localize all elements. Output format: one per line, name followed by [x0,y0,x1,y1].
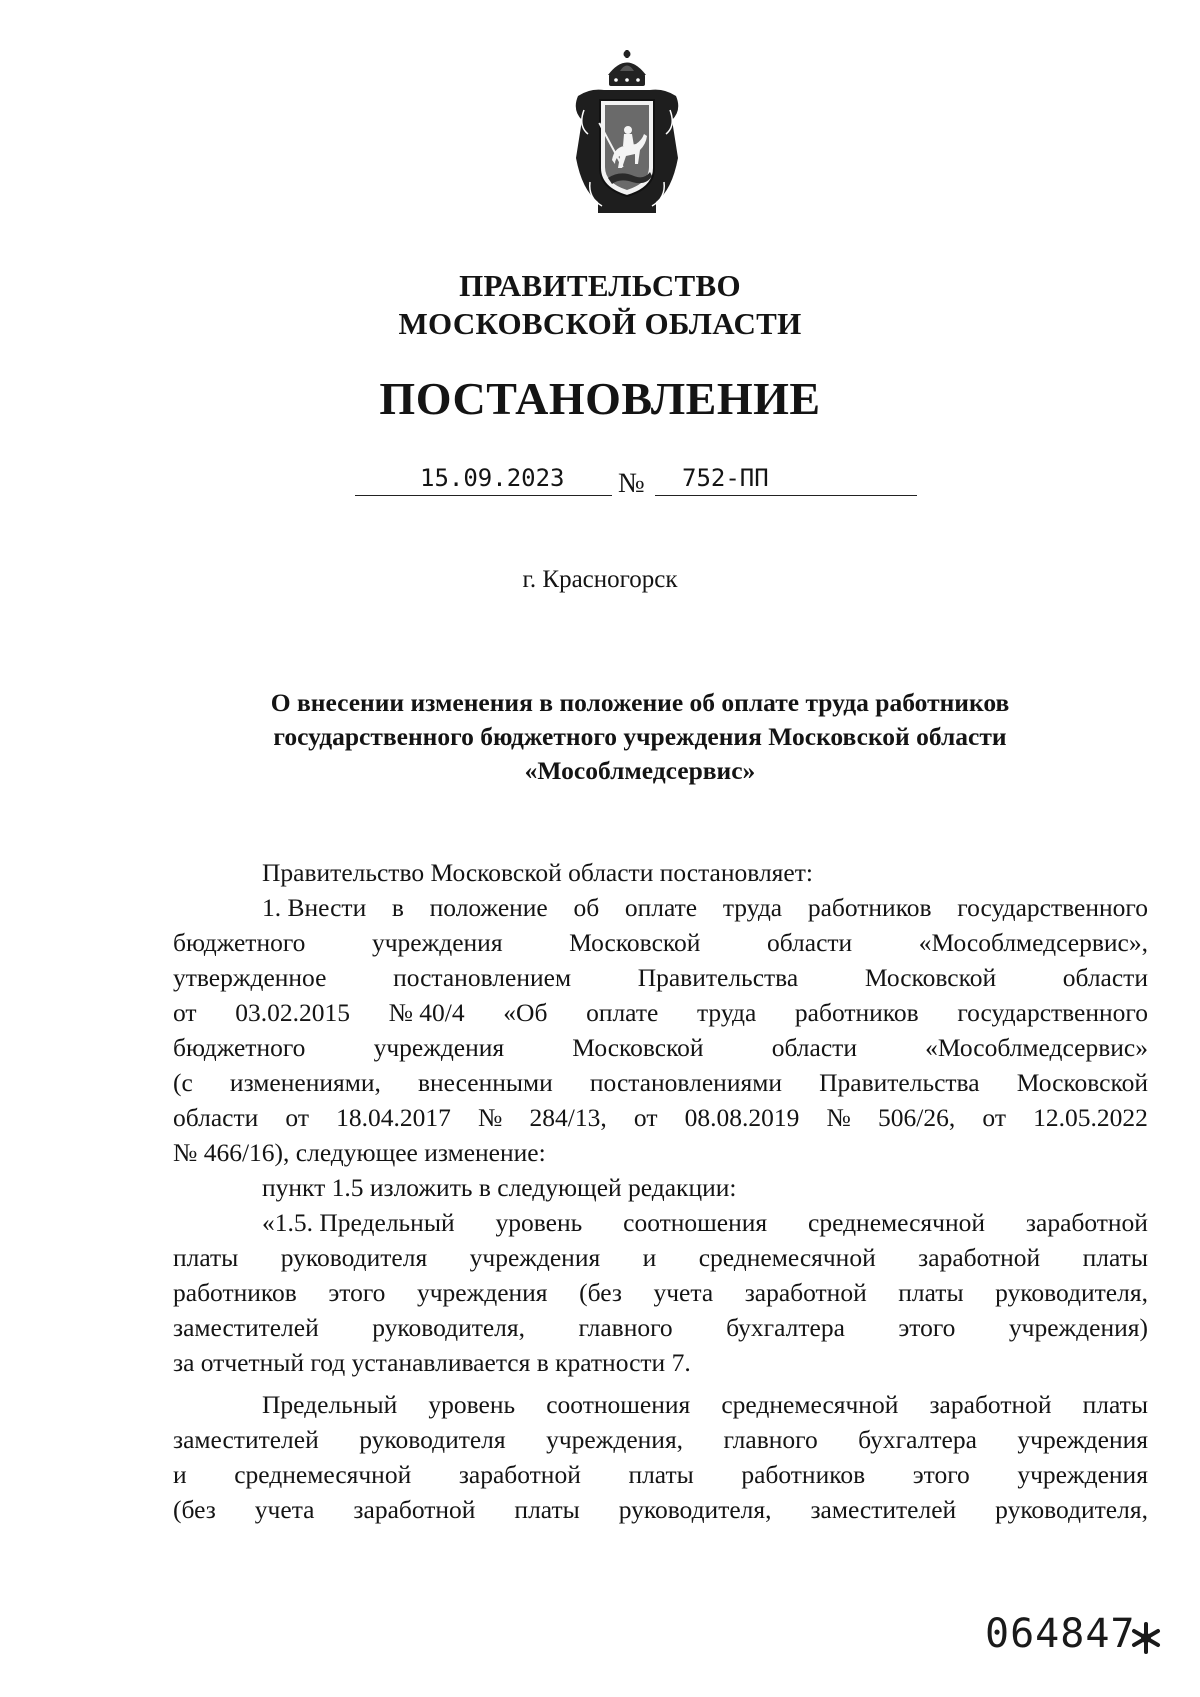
body-line [173,961,1148,995]
body-line [173,1031,1148,1065]
word: главного [578,1313,673,1342]
word: заместителей [173,1425,319,1454]
word: от [173,998,197,1027]
body-line [173,1276,1148,1310]
word: работников [807,893,932,922]
body-line [173,1458,1148,1492]
word: постановлениями [589,1068,782,1097]
word: руководителя [359,1425,506,1454]
word: учреждения [469,1243,601,1272]
word: 284/13, [529,1103,607,1132]
word: 1. Внести [262,893,367,922]
government-name-line2: МОСКОВСКОЙ ОБЛАСТИ [398,306,802,341]
word: уровень [428,1390,516,1419]
word: 08.08.2019 [684,1103,800,1132]
word: этого [912,1460,970,1489]
word: и [642,1243,657,1272]
word: среднемесячной [808,1208,986,1237]
word: «Об [503,998,548,1027]
word: Московской [1016,1068,1148,1097]
word: постановлением [393,963,572,992]
word: работников [741,1460,866,1489]
body-line [173,1423,1148,1457]
body-line: пункт 1.5 изложить в следующей редакции: [262,1173,737,1202]
word: соотношения [546,1390,691,1419]
registration-number: 752-ПП [682,464,769,492]
body-line: № 466/16), следующее изменение: [173,1138,546,1167]
document-title-line1: О внесении изменения в положение об оплате труда работников [270,688,1010,717]
word: руководителя, [618,1495,772,1524]
word: Правительства [637,963,799,992]
word: «1.5. Предельный [262,1208,455,1237]
word: учреждения [1017,1460,1148,1489]
word: (с [173,1068,193,1097]
word: оплате [586,998,659,1027]
number-sign: № [618,468,645,499]
word: заработной [458,1460,581,1489]
word: от [982,1103,1006,1132]
word: среднемесячной [234,1460,412,1489]
word: заработной [1025,1208,1148,1237]
word: «Мособлмедсервис» [925,1033,1148,1062]
word: платы [628,1460,694,1489]
word: области [173,1103,259,1132]
word: труда [722,893,783,922]
word: учреждения [371,928,503,957]
coat-of-arms-emblem [568,50,686,220]
word: Предельный [262,1390,398,1419]
word: заработной [353,1495,476,1524]
word: № [478,1103,503,1132]
word: заработной [918,1243,1041,1272]
word: (без [173,1495,216,1524]
word: области [771,1033,857,1062]
word: учреждения [373,1033,505,1062]
word: руководителя, [995,1495,1148,1524]
word: утвержденное [173,963,327,992]
government-name-line1: ПРАВИТЕЛЬСТВО [459,268,741,303]
word: заместителей [173,1313,319,1342]
word: Правительства [819,1068,980,1097]
word: государственного [957,893,1148,922]
word: оплате [624,893,698,922]
word: учета [653,1278,714,1307]
word: этого [898,1313,956,1342]
word: руководителя, [372,1313,526,1342]
word: этого [328,1278,386,1307]
word: от [285,1103,309,1132]
body-line [173,1311,1148,1345]
word: платы [173,1243,239,1272]
word: бюджетного [173,1033,306,1062]
word: изменениями, [229,1068,381,1097]
word: 03.02.2015 [235,998,350,1027]
body-line [262,1206,1148,1240]
word: от [633,1103,658,1132]
word: 18.04.2017 [336,1103,451,1132]
word: 506/26, [878,1103,956,1132]
city-of-issue: г. Красногорск [522,566,678,593]
word: бухгалтера [858,1425,977,1454]
body-line [173,1493,1148,1527]
word: (без [579,1278,622,1307]
body-preamble: Правительство Московской области постановляет: [262,858,813,887]
word: государственного [957,998,1148,1027]
word: платы [514,1495,580,1524]
word: бухгалтера [726,1313,845,1342]
word: работников [794,998,919,1027]
document-title-line2: государственного бюджетного учреждения Московской области [273,722,1007,751]
word: учреждения [1017,1425,1148,1454]
body-line [173,996,1148,1030]
word: об [573,893,600,922]
document-type-heading: ПОСТАНОВЛЕНИЕ [379,373,821,424]
word: соотношения [623,1208,768,1237]
word: учреждения [416,1278,548,1307]
word: области [1062,963,1148,992]
word: среднемесячной [698,1243,876,1272]
word: платы [1082,1390,1148,1419]
word: положение [429,893,548,922]
word: платы [898,1278,964,1307]
word: 12.05.2022 [1033,1103,1148,1132]
document-title-line3: «Мособлмедсервис» [524,756,756,785]
body-line [173,1066,1148,1100]
body-line [173,1241,1148,1275]
date-underline [355,495,612,496]
word: учреждения) [1008,1313,1148,1342]
word: заработной [929,1390,1052,1419]
registration-date: 15.09.2023 [420,464,565,492]
word: руководителя [280,1243,428,1272]
word: бюджетного [173,928,306,957]
word: платы [1082,1243,1148,1272]
body-line: за отчетный год устанавливается в кратности 7. [173,1348,691,1377]
word: Московской [569,928,701,957]
word: Московской [864,963,997,992]
word: работников [173,1278,297,1307]
word: уровень [495,1208,583,1237]
word: руководителя, [995,1278,1148,1307]
body-line [173,926,1148,960]
asterisk-icon [1128,1620,1164,1656]
word: учреждения, [546,1425,684,1454]
word: внесенными [418,1068,553,1097]
word: № [826,1103,851,1132]
number-underline [655,495,917,496]
body-line [262,1388,1148,1422]
body-line [173,1101,1148,1135]
word: и [173,1460,187,1489]
word: труда [696,998,757,1027]
word: заработной [744,1278,867,1307]
body-line [262,891,1148,925]
word: учета [254,1495,315,1524]
word: в [391,893,404,922]
word: заместителей [810,1495,957,1524]
word: среднемесячной [721,1390,899,1419]
word: № 40/4 [388,998,465,1027]
word: «Мособлмедсервис», [918,928,1148,957]
word: области [766,928,853,957]
word: Московской [572,1033,704,1062]
serial-number: 064847 [985,1611,1136,1657]
word: главного [723,1425,818,1454]
